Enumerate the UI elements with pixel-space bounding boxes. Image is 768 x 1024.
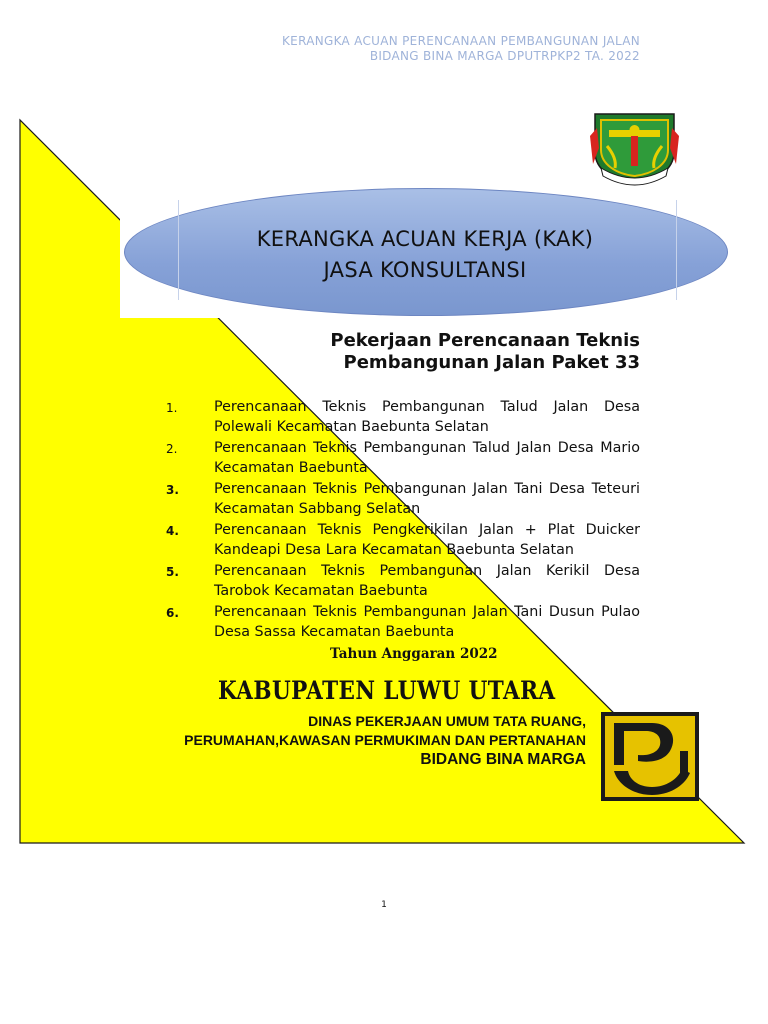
list-item-text: Perencanaan Teknis Pembangunan Jalan Tani Dusun Pulao Desa Sassa Kecamatan Baebunta [214,604,640,640]
list-item [166,521,640,560]
list-item-text: Perencanaan Teknis Pembangunan Jalan Kerikil Desa Tarobok Kecamatan Baebunta [214,563,640,599]
regency-name: KABUPATEN LUWU UTARA [218,676,556,705]
luwu-utara-emblem-icon [587,108,682,186]
list-item-text: Perencanaan Teknis Pembangunan Talud Jalan Desa Mario Kecamatan Baebunta [214,440,640,476]
list-item-number: 5. [166,565,179,579]
list-item-number: 6. [166,606,179,620]
list-item-number: 1. [166,401,178,415]
work-items-list [166,398,640,644]
list-item [166,603,640,642]
running-header-line-1: KERANGKA ACUAN PERENCANAAN PEMBANGUNAN JALAN [282,34,640,48]
kak-title-line-1: KERANGKA ACUAN KERJA (KAK) [256,227,594,251]
agency-division: BIDANG BINA MARGA [420,751,586,768]
oval-divider-left [178,200,179,300]
list-item-number: 2. [166,442,178,456]
project-subtitle-line-2: Pembangunan Jalan Paket 33 [343,352,640,373]
kak-title [190,224,660,286]
project-subtitle [330,330,640,374]
list-item-text: Perencanaan Teknis Pengkerikilan Jalan + Plat Duicker Kandeapi Desa Lara Kecamatan Baebunta Selatan [214,522,640,558]
kak-title-line-2: JASA KONSULTANSI [323,258,527,282]
list-item [166,480,640,519]
oval-divider-right [676,200,677,300]
pu-logo-icon [600,711,700,802]
list-item-number: 3. [166,483,179,497]
list-item [166,398,640,437]
running-header-line-2: BIDANG BINA MARGA DPUTRPKP2 TA. 2022 [369,49,640,63]
page-number: 1 [381,900,387,910]
agency-line-1: DINAS PEKERJAAN UMUM TATA RUANG, [308,713,586,729]
list-item [166,439,640,478]
fiscal-year: Tahun Anggaran 2022 [330,646,498,662]
agency-line-2: PERUMAHAN,KAWASAN PERMUKIMAN DAN PERTANAHAN [184,732,586,748]
project-subtitle-line-1: Pekerjaan Perencanaan Teknis [330,330,640,351]
list-item-text: Perencanaan Teknis Pembangunan Talud Jalan Desa Polewali Kecamatan Baebunta Selatan [214,399,640,435]
list-item [166,562,640,601]
agency-name [184,712,586,770]
list-item-number: 4. [166,524,179,538]
list-item-text: Perencanaan Teknis Pembangunan Jalan Tani Desa Teteuri Kecamatan Sabbang Selatan [214,481,640,517]
